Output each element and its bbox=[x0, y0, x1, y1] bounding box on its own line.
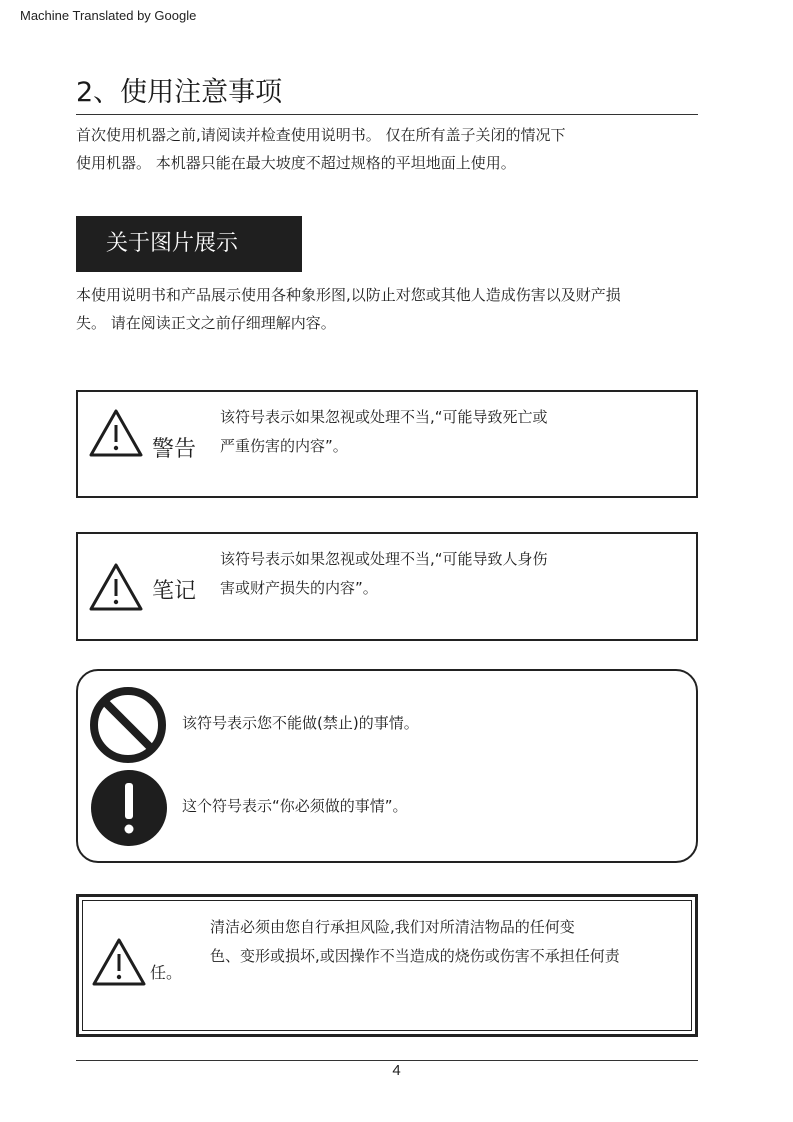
disclaimer-text-line: 色、变形或损坏,或因操作不当造成的烧伤或伤害不承担任何责 bbox=[210, 947, 620, 965]
title-divider bbox=[76, 114, 698, 115]
prohibition-icon bbox=[88, 685, 168, 765]
pictures-line: 本使用说明书和产品展示使用各种象形图,以防止对您或其他人造成伤害以及财产损 bbox=[76, 286, 621, 304]
note-box bbox=[76, 532, 698, 641]
intro-paragraph bbox=[76, 121, 706, 177]
section-title: 2、使用注意事项 bbox=[76, 77, 283, 108]
intro-line: 使用机器。 本机器只能在最大坡度不超过规格的平坦地面上使用。 bbox=[76, 154, 516, 172]
warning-triangle-icon bbox=[91, 937, 147, 987]
warning-label: 警告 bbox=[152, 437, 197, 462]
note-text bbox=[220, 545, 548, 603]
pictures-line: 失。 请在阅读正文之前仔细理解内容。 bbox=[76, 314, 336, 332]
warning-text bbox=[220, 403, 548, 461]
pictures-paragraph bbox=[76, 281, 706, 337]
disclaimer-text-line: 清洁必须由您自行承担风险,我们对所清洁物品的任何变 bbox=[210, 918, 575, 936]
machine-translated-note: Machine Translated by Google bbox=[20, 8, 197, 23]
pictures-heading: 关于图片展示 bbox=[76, 216, 302, 272]
disclaimer-label: 任。 bbox=[150, 963, 183, 982]
note-text-line: 该符号表示如果忽视或处理不当,“可能导致人身伤 bbox=[220, 550, 548, 568]
warning-triangle-icon bbox=[88, 562, 144, 612]
note-text-line: 害或财产损失的内容”。 bbox=[220, 579, 378, 597]
warning-box bbox=[76, 390, 698, 498]
warning-text-line: 严重伤害的内容”。 bbox=[220, 437, 348, 455]
disclaimer-box bbox=[76, 894, 698, 1037]
warning-triangle-icon bbox=[88, 408, 144, 458]
footer-divider bbox=[76, 1060, 698, 1061]
disclaimer-text bbox=[210, 913, 620, 971]
intro-line: 首次使用机器之前,请阅读并检查使用说明书。 仅在所有盖子关闭的情况下 bbox=[76, 126, 566, 144]
prohibited-text: 该符号表示您不能做(禁止)的事情。 bbox=[182, 714, 419, 732]
warning-text-line: 该符号表示如果忽视或处理不当,“可能导致死亡或 bbox=[220, 408, 548, 426]
mandatory-text: 这个符号表示“你必须做的事情”。 bbox=[182, 797, 408, 815]
symbols-box bbox=[76, 669, 698, 863]
note-label: 笔记 bbox=[152, 579, 197, 604]
exclamation-circle-icon bbox=[90, 769, 168, 847]
page-number: 4 bbox=[392, 1062, 401, 1079]
